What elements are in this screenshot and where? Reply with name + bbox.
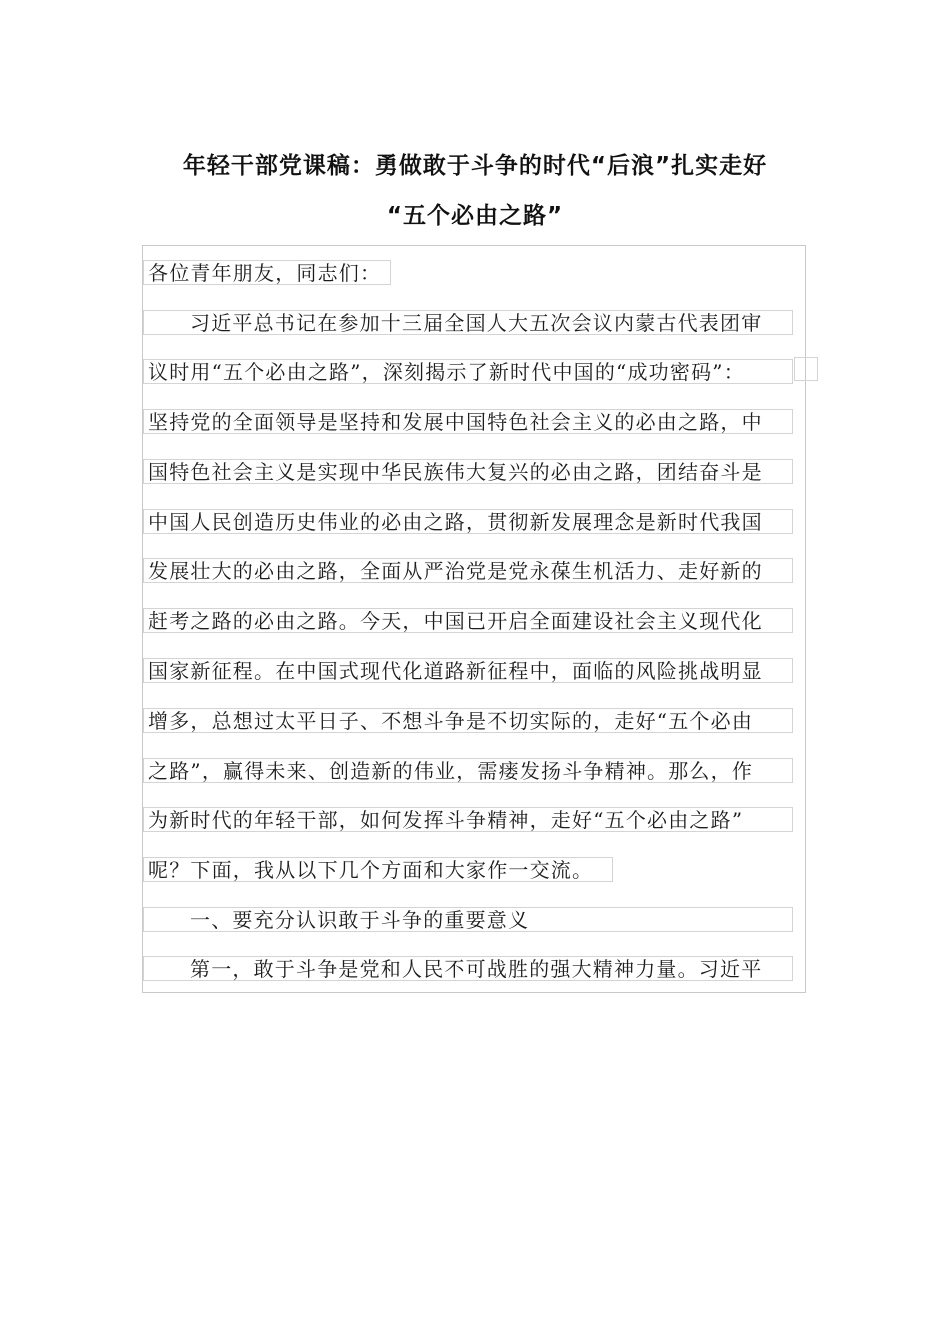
document-title-line-1: 年轻干部党课稿：勇做敢于斗争的时代“后浪”扎实走好: [182, 153, 768, 179]
paragraph-line: 赶考之路的必由之路。今天，中国已开启全面建设社会主义现代化: [143, 608, 793, 633]
paragraph-line: 国家新征程。在中国式现代化道路新征程中，面临的风险挑战明显: [143, 658, 793, 683]
paragraph-line: 增多，总想过太平日子、不想斗争是不切实际的，走好“五个必由: [143, 708, 793, 733]
text-frame-marker: [794, 357, 818, 381]
paragraph-line: 第一，敢于斗争是党和人民不可战胜的强大精神力量。习近平: [143, 956, 793, 981]
paragraph-line: 中国人民创造历史伟业的必由之路，贯彻新发展理念是新时代我国: [143, 509, 793, 534]
paragraph-line: 之路”，赢得未来、创造新的伟业，需瘘发扬斗争精神。那么，作: [143, 758, 793, 783]
document-title-line-2: “五个必由之路”: [386, 203, 564, 229]
paragraph-line: 为新时代的年轻干部，如何发挥斗争精神，走好“五个必由之路”: [143, 807, 793, 832]
paragraph-line: 国特色社会主义是实现中华民族伟大复兴的必由之路，团结奋斗是: [143, 459, 793, 484]
paragraph-line: 呢？下面，我从以下几个方面和大家作一交流。: [143, 857, 613, 882]
paragraph-line: 习近平总书记在参加十三届全国人大五次会议内蒙古代表团审: [143, 310, 793, 335]
salutation-line: 各位青年朋友，同志们：: [143, 260, 391, 285]
paragraph-line: 发展壮大的必由之路，全面从严治党是党永葆生机活力、走好新的: [143, 558, 793, 583]
paragraph-line: 坚持党的全面领导是坚持和发展中国特色社会主义的必由之路，中: [143, 409, 793, 434]
paragraph-line: 议时用“五个必由之路”，深刻揭示了新时代中国的“成功密码”：: [143, 359, 793, 384]
section-heading: 一、要充分认识敢于斗争的重要意义: [143, 907, 793, 932]
